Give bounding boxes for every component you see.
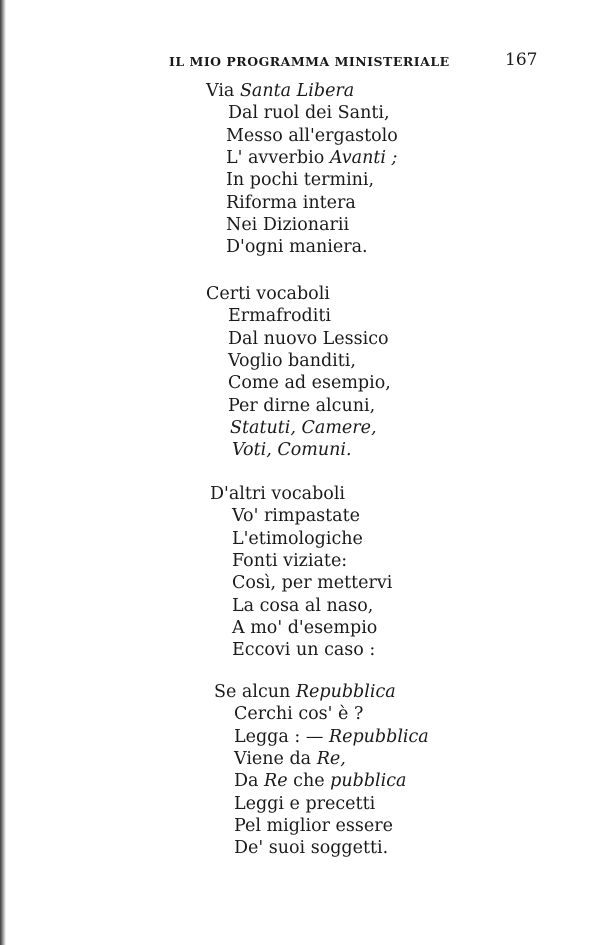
verse-line — [228, 305, 331, 327]
verse-line — [234, 770, 406, 792]
text: Così, per mettervi — [232, 573, 393, 594]
text: Dal nuovo Lessico — [228, 328, 389, 349]
page-edge-shadow — [0, 0, 6, 945]
verse-line — [206, 283, 330, 305]
text: Come ad esempio, — [228, 373, 391, 394]
italic-text: Santa Libera — [239, 81, 355, 101]
page-number: 167 — [505, 50, 538, 70]
verse-line — [228, 102, 390, 124]
text: A mo' d'esempio — [232, 617, 378, 638]
verse-line — [230, 417, 377, 439]
text: Riforma intera — [226, 192, 356, 213]
verse-line — [210, 483, 345, 505]
verse-line — [232, 639, 375, 661]
verse-line — [226, 169, 374, 191]
verse-line — [234, 748, 346, 770]
verse-line — [226, 192, 356, 214]
text: D'altri vocaboli — [210, 484, 346, 504]
text: Via — [206, 81, 240, 101]
italic-text: Repubblica — [295, 682, 396, 702]
text: L' avverbio — [226, 147, 330, 168]
text: Pel miglior essere — [234, 815, 393, 836]
italic-text: Repubblica — [328, 726, 429, 747]
text: Fonti viziate: — [232, 550, 348, 571]
verse-line — [226, 236, 368, 258]
text: Ermafroditi — [228, 306, 331, 327]
verse-line — [232, 617, 377, 639]
italic-text: Statuti, Camere, — [230, 417, 377, 438]
text: Cerchi cos' è ? — [234, 704, 364, 725]
running-title: IL MIO PROGRAMMA MINISTERIALE — [169, 54, 450, 69]
verse-line — [228, 372, 391, 394]
text: Dal ruol dei Santi, — [228, 103, 390, 124]
text: Messo all'ergastolo — [226, 125, 398, 146]
text: Se alcun — [214, 682, 296, 702]
italic-text: Re — [264, 771, 288, 792]
verse-line — [232, 528, 363, 550]
text: Per dirne alcuni, — [228, 395, 376, 416]
text: Nei Dizionarii — [226, 214, 350, 235]
text: Leggi e precetti — [234, 793, 376, 814]
verse-line — [228, 395, 375, 417]
verse-line — [234, 726, 429, 748]
verse-line — [226, 214, 349, 236]
verse-line — [214, 681, 396, 703]
verse-line — [226, 125, 398, 147]
text: Eccovi un caso : — [232, 640, 376, 661]
verse-line — [226, 147, 397, 169]
text: Vo' rimpastate — [232, 506, 360, 527]
italic-text: Voti, Comuni. — [232, 440, 352, 461]
verse-line — [232, 505, 360, 527]
text: In pochi termini, — [226, 170, 375, 191]
verse-line — [228, 328, 389, 350]
verse-line — [228, 350, 356, 372]
verse-line — [232, 595, 373, 617]
verse-line — [232, 550, 347, 572]
text: La cosa al naso, — [232, 595, 374, 616]
verse-line — [234, 815, 393, 837]
italic-text: pubblica — [330, 771, 407, 792]
verse-line — [206, 80, 354, 102]
text: Legga : — — [234, 726, 329, 747]
text: L'etimologiche — [232, 528, 363, 549]
verse-line — [234, 703, 363, 725]
text: che — [287, 771, 331, 792]
text: Voglio banditi, — [228, 350, 356, 371]
text: D'ogni maniera. — [226, 237, 368, 258]
verse-line — [234, 837, 388, 859]
text: De' suoi soggetti. — [234, 838, 389, 859]
text: Certi vocaboli — [206, 284, 330, 304]
verse-line — [232, 572, 392, 594]
text: Viene da — [234, 748, 317, 769]
verse-line — [232, 439, 352, 461]
verse-line — [234, 793, 375, 815]
italic-text: Avanti ; — [329, 147, 398, 168]
italic-text: Re, — [316, 748, 346, 769]
text: Da — [234, 771, 265, 792]
